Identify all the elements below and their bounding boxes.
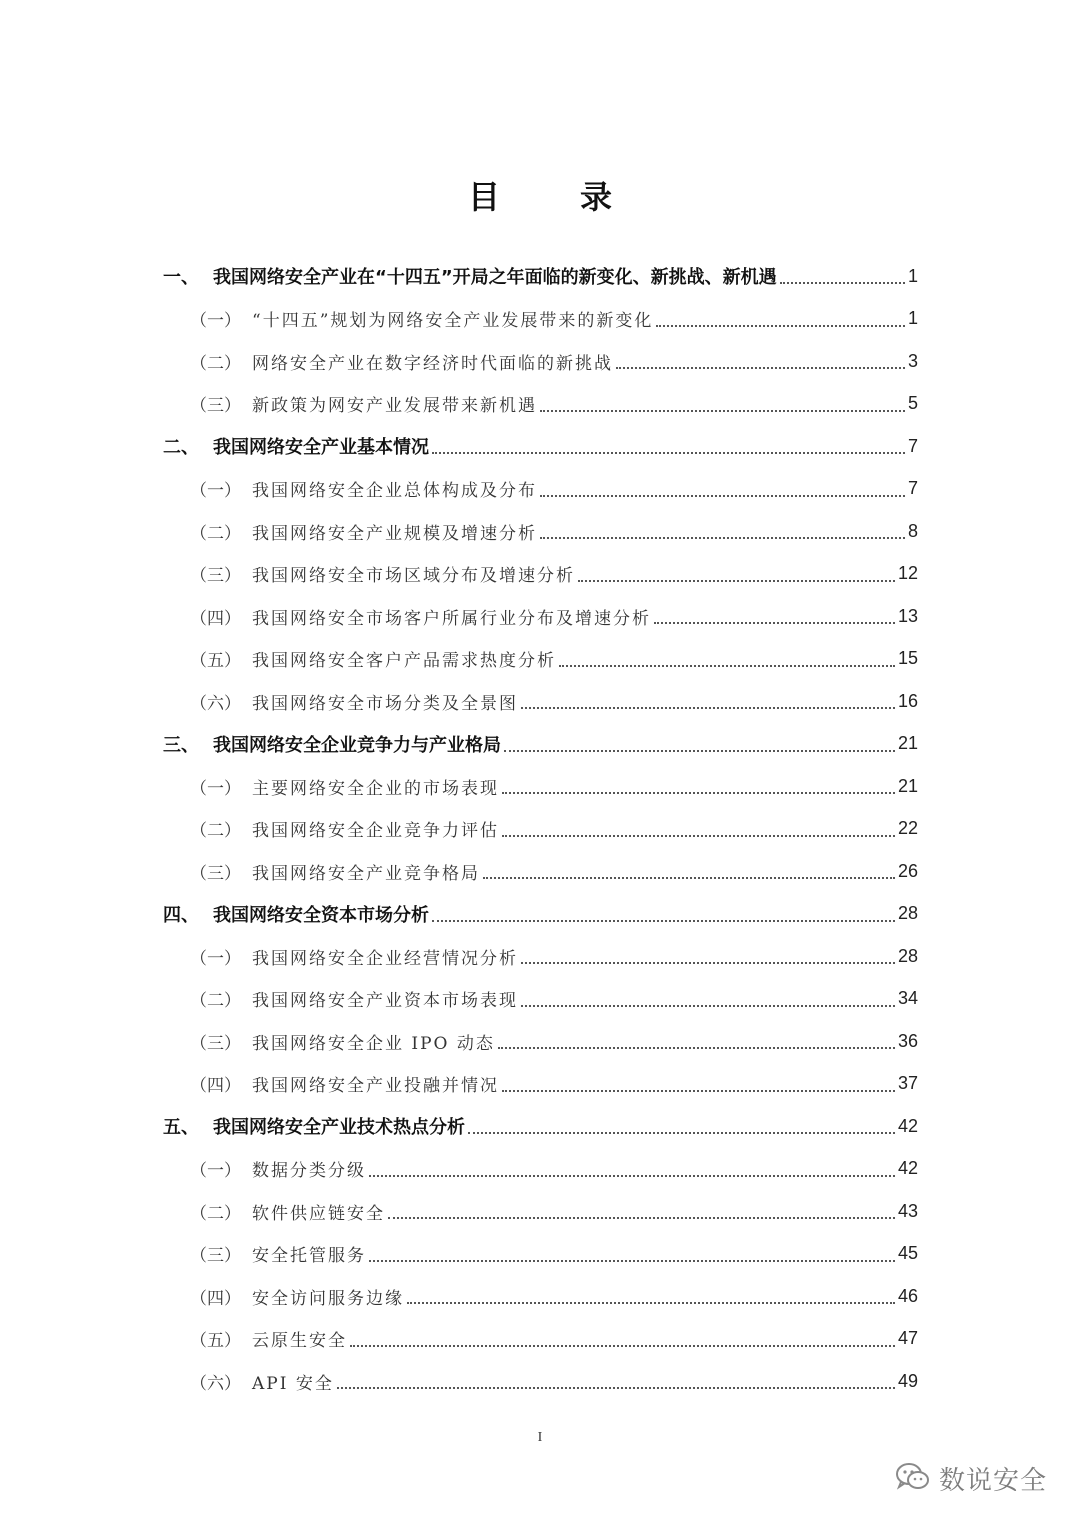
toc-entry-label: 主要网络安全企业的市场表现	[252, 778, 499, 799]
toc-entry-number: （四）	[190, 608, 241, 629]
toc-dot-leader	[432, 452, 905, 454]
toc-chapter-row[interactable]	[163, 255, 918, 298]
toc-section-row[interactable]	[163, 935, 918, 978]
toc-entry-number: 四、	[163, 904, 199, 926]
toc-section-row[interactable]	[163, 510, 918, 553]
toc-entry-label: 我国网络安全产业资本市场表现	[252, 991, 518, 1012]
toc-entry-label: 我国网络安全产业规模及增速分析	[252, 523, 537, 544]
table-of-contents	[163, 255, 918, 1403]
toc-entry-number: （五）	[190, 651, 241, 672]
footer-page-number: I	[537, 1430, 543, 1445]
watermark-text: 数说安全	[939, 1466, 1048, 1496]
toc-dot-leader	[498, 1047, 895, 1049]
toc-section-row[interactable]	[163, 1275, 918, 1318]
toc-entry-number: （四）	[190, 1288, 241, 1309]
toc-dot-leader	[407, 1302, 895, 1304]
toc-dot-leader	[540, 495, 905, 497]
toc-entry-number: 三、	[163, 734, 199, 756]
toc-entry-label: 我国网络安全企业总体构成及分布	[252, 481, 537, 502]
toc-section-row[interactable]	[163, 595, 918, 638]
toc-entry-number: （二）	[190, 353, 241, 374]
toc-dot-leader	[578, 580, 895, 582]
toc-page-number: 16	[897, 690, 918, 711]
toc-entry-label: 我国网络安全市场客户所属行业分布及增速分析	[252, 608, 651, 629]
toc-dot-leader	[521, 707, 895, 709]
toc-entry-label: 网络安全产业在数字经济时代面临的新挑战	[252, 353, 613, 374]
toc-dot-leader	[369, 1175, 895, 1177]
toc-entry-label: 我国网络安全产业技术热点分析	[213, 1117, 465, 1139]
toc-section-row[interactable]	[163, 680, 918, 723]
toc-dot-leader	[521, 962, 895, 964]
toc-section-row[interactable]	[163, 298, 918, 341]
toc-dot-leader	[483, 877, 895, 879]
toc-page-number: 7	[907, 435, 918, 456]
toc-entry-number: 五、	[163, 1117, 199, 1139]
toc-page-number: 42	[897, 1115, 918, 1136]
toc-dot-leader	[502, 1090, 895, 1092]
toc-dot-leader	[540, 537, 905, 539]
toc-page-number: 15	[897, 648, 918, 669]
toc-page-number: 42	[897, 1158, 918, 1179]
toc-entry-label: 我国网络安全产业基本情况	[213, 437, 429, 459]
toc-entry-number: （一）	[190, 311, 241, 332]
toc-entry-number: （一）	[190, 481, 241, 502]
toc-entry-label: API 安全	[252, 1373, 334, 1394]
toc-section-row[interactable]	[163, 1063, 918, 1106]
toc-section-row[interactable]	[163, 340, 918, 383]
toc-entry-label: 我国网络安全产业投融并情况	[252, 1076, 499, 1097]
toc-entry-label: 我国网络安全市场分类及全景图	[252, 693, 518, 714]
toc-page-number: 45	[897, 1243, 918, 1264]
toc-page-number: 26	[897, 860, 918, 881]
toc-entry-number: （三）	[190, 1033, 241, 1054]
toc-dot-leader	[654, 622, 895, 624]
toc-page-number: 34	[897, 988, 918, 1009]
toc-entry-number: （二）	[190, 1203, 241, 1224]
toc-entry-number: （三）	[190, 863, 241, 884]
toc-page-number: 3	[907, 350, 918, 371]
toc-chapter-row[interactable]	[163, 425, 918, 468]
toc-section-row[interactable]	[163, 978, 918, 1021]
toc-section-row[interactable]	[163, 1360, 918, 1403]
toc-entry-number: （三）	[190, 566, 241, 587]
toc-entry-number: （五）	[190, 1331, 241, 1352]
toc-dot-leader	[502, 835, 895, 837]
toc-dot-leader	[432, 920, 895, 922]
toc-chapter-row[interactable]	[163, 1105, 918, 1148]
page-title: 目 录	[467, 178, 636, 216]
toc-dot-leader	[369, 1260, 895, 1262]
toc-dot-leader	[559, 665, 895, 667]
toc-page-number: 28	[897, 945, 918, 966]
toc-entry-label: “十四五”规划为网络安全产业发展带来的新变化	[252, 311, 654, 332]
toc-page-number: 37	[897, 1073, 918, 1094]
toc-entry-number: （三）	[190, 396, 241, 417]
wechat-icon	[895, 1462, 931, 1496]
toc-entry-number: （六）	[190, 693, 241, 714]
toc-entry-number: （二）	[190, 523, 241, 544]
toc-dot-leader	[656, 325, 905, 327]
toc-dot-leader	[350, 1345, 895, 1347]
toc-page-number: 12	[897, 563, 918, 584]
toc-entry-label: 我国网络安全产业竞争格局	[252, 863, 480, 884]
toc-page-number: 36	[897, 1030, 918, 1051]
toc-entry-number: （二）	[190, 991, 241, 1012]
toc-entry-number: （一）	[190, 778, 241, 799]
toc-section-row[interactable]	[163, 808, 918, 851]
toc-entry-label: 云原生安全	[252, 1331, 347, 1352]
toc-page-number: 21	[897, 775, 918, 796]
toc-entry-number: （一）	[190, 948, 241, 969]
toc-section-row[interactable]	[163, 553, 918, 596]
toc-dot-leader	[502, 792, 895, 794]
toc-page-number: 7	[907, 478, 918, 499]
toc-entry-number: （一）	[190, 1161, 241, 1182]
toc-entry-label: 数据分类分级	[252, 1161, 366, 1182]
toc-page-number: 1	[907, 308, 918, 329]
toc-page-number: 47	[897, 1328, 918, 1349]
toc-page-number: 8	[907, 520, 918, 541]
toc-entry-number: （二）	[190, 821, 241, 842]
toc-dot-leader	[780, 282, 905, 284]
toc-entry-label: 软件供应链安全	[252, 1203, 385, 1224]
toc-entry-label: 我国网络安全企业 IPO 动态	[252, 1033, 495, 1054]
toc-entry-label: 我国网络安全产业在“十四五”开局之年面临的新变化、新挑战、新机遇	[213, 267, 777, 289]
toc-section-row[interactable]	[163, 468, 918, 511]
toc-entry-number: （六）	[190, 1373, 241, 1394]
toc-dot-leader	[616, 367, 905, 369]
toc-page-number: 5	[907, 393, 918, 414]
toc-entry-label: 新政策为网安产业发展带来新机遇	[252, 396, 537, 417]
toc-dot-leader	[504, 750, 895, 752]
toc-entry-number: （三）	[190, 1246, 241, 1267]
toc-entry-label: 我国网络安全企业竞争力评估	[252, 821, 499, 842]
toc-page-number: 21	[897, 733, 918, 754]
toc-section-row[interactable]	[163, 765, 918, 808]
toc-dot-leader	[521, 1005, 895, 1007]
toc-section-row[interactable]	[163, 1318, 918, 1361]
toc-page-number: 1	[907, 265, 918, 286]
toc-entry-number: （四）	[190, 1076, 241, 1097]
toc-page-number: 49	[897, 1370, 918, 1391]
toc-dot-leader	[468, 1132, 895, 1134]
toc-section-row[interactable]	[163, 638, 918, 681]
toc-section-row[interactable]	[163, 1233, 918, 1276]
toc-page-number: 22	[897, 818, 918, 839]
toc-entry-label: 安全托管服务	[252, 1246, 366, 1267]
toc-entry-label: 我国网络安全企业竞争力与产业格局	[213, 734, 501, 756]
toc-entry-label: 我国网络安全客户产品需求热度分析	[252, 651, 556, 672]
toc-entry-label: 我国网络安全资本市场分析	[213, 904, 429, 926]
toc-entry-label: 安全访问服务边缘	[252, 1288, 404, 1309]
toc-page-number: 28	[897, 903, 918, 924]
toc-section-row[interactable]	[163, 1190, 918, 1233]
toc-section-row[interactable]	[163, 850, 918, 893]
toc-dot-leader	[388, 1217, 895, 1219]
toc-page-number: 13	[897, 605, 918, 626]
toc-entry-label: 我国网络安全市场区域分布及增速分析	[252, 566, 575, 587]
toc-entry-number: 二、	[163, 437, 199, 459]
toc-entry-label: 我国网络安全企业经营情况分析	[252, 948, 518, 969]
toc-dot-leader	[337, 1387, 895, 1389]
toc-entry-number: 一、	[163, 267, 199, 289]
toc-page-number: 46	[897, 1285, 918, 1306]
toc-page-number: 43	[897, 1200, 918, 1221]
watermark	[895, 1460, 1047, 1497]
toc-chapter-row[interactable]	[163, 723, 918, 766]
toc-chapter-row[interactable]	[163, 893, 918, 936]
toc-section-row[interactable]	[163, 1148, 918, 1191]
toc-dot-leader	[540, 410, 905, 412]
toc-section-row[interactable]	[163, 1020, 918, 1063]
toc-section-row[interactable]	[163, 383, 918, 426]
